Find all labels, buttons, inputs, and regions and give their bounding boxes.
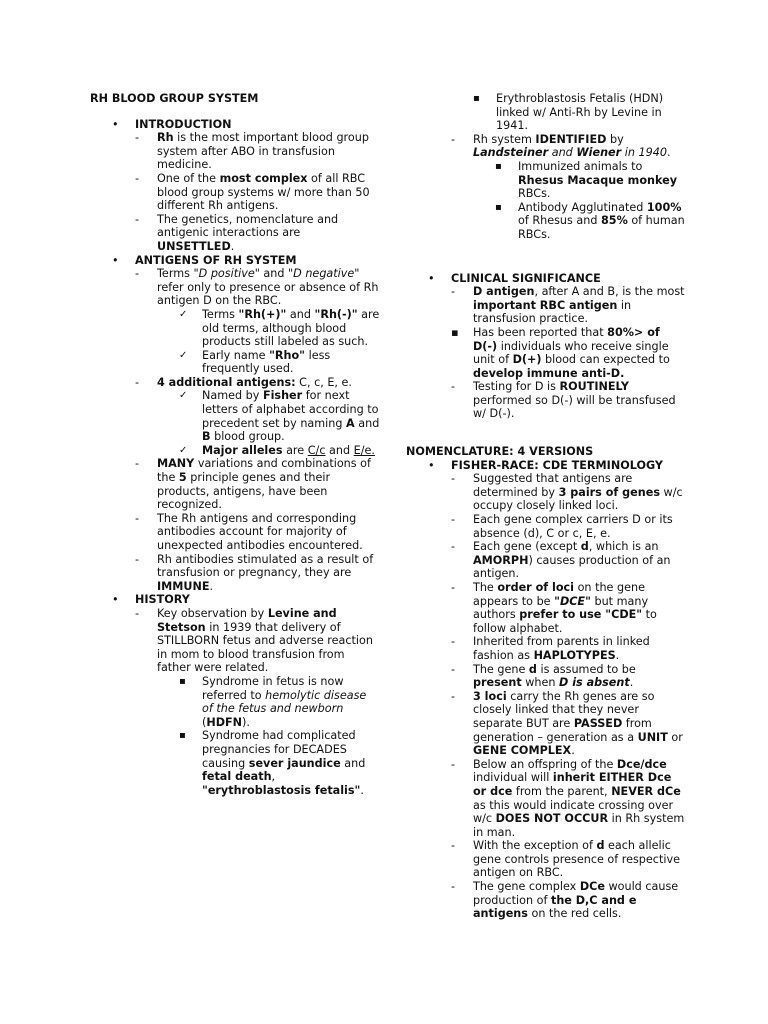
- list-item: ▪ Has been reported that 80%> of D(-) individuals who receive single unit of D(+) blood can expected to develop immune anti-D.: [451, 325, 670, 380]
- square-bullet-icon: ▪: [179, 675, 186, 687]
- list-item: ▪ Erythroblastosis Fetalis (HDN) linked w/ Anti-Rh by Levine in 1941.: [473, 92, 664, 133]
- square-bullet-icon: ▪: [179, 730, 186, 742]
- dash-marker: -: [451, 689, 456, 703]
- check-icon: ✓: [179, 390, 188, 402]
- list-item: - Suggested that antigens are determined by 3 pairs of genes w/c occupy closely linked loci.: [451, 472, 683, 513]
- dash-marker: -: [135, 457, 140, 471]
- dash-marker: -: [451, 380, 456, 394]
- list-item: - Each gene (except d, which is an AMORPH) causes production of an antigen.: [451, 540, 671, 581]
- section-clinical-significance: [406, 272, 686, 422]
- bullet-marker: •: [112, 117, 119, 131]
- dash-marker: -: [451, 513, 456, 527]
- dash-marker: -: [451, 839, 456, 853]
- list-item: - The gene complex DCe would cause production of the D,C and e antigens on the red cells.: [451, 880, 679, 921]
- dash-marker: -: [135, 267, 140, 281]
- list-item: - Terms "D positive" and "D negative" refer only to presence or absence of Rh antigen D on the RBC. ✓ Terms "Rh(+)" and "Rh(-)" are old terms, although blood products still labeled as such. ✓ Early name "Rho" less frequently used.: [135, 267, 380, 376]
- dash-marker: -: [451, 880, 456, 894]
- list-item: - The Rh antigens and corresponding antibodies account for majority of unexpected antibodies encountered.: [135, 511, 363, 552]
- list-item: ✓ Major alleles are C/c and E/e.: [179, 443, 375, 457]
- list-item: - The gene d is assumed to be present when D is absent.: [451, 662, 636, 690]
- dash-marker: -: [135, 375, 140, 389]
- square-bullet-icon: ▪: [495, 201, 502, 213]
- history-continued: [451, 92, 686, 242]
- section-history: [90, 593, 380, 797]
- list-item: - The order of loci on the gene appears to be "DCE" but many authors prefer to use "CDE" to follow alphabet.: [451, 581, 657, 635]
- dash-marker: -: [451, 662, 456, 676]
- list-item: - 3 loci carry the Rh genes are so closely linked that they never separate BUT are PASSED from generation – generation as a UNIT or GENE COMPLEX.: [451, 689, 683, 758]
- list-item: - Inherited from parents in linked fashion as HAPLOTYPES.: [451, 635, 650, 662]
- list-item: - One of the most complex of all RBC blood group systems w/ more than 50 different Rh antigens.: [135, 171, 370, 213]
- list-item: - Key observation by Levine and Stetson in 1939 that delivery of STILLBORN fetus and adverse reaction in mom to blood transfusion from father were related. ▪ Syndrome in fetus is now referred to hemolytic disease of the fetus and newborn (HDFN). ▪ Syndrome had complicated pregnancies for DECADES causing sever jaundice and fetal death, "erythroblastosis fetalis".: [135, 607, 380, 797]
- square-bullet-icon: ▪: [495, 160, 502, 172]
- document-title: RH BLOOD GROUP SYSTEM: [90, 92, 259, 105]
- section-heading: CLINICAL SIGNIFICANCE: [451, 271, 601, 285]
- dash-marker: -: [135, 212, 140, 226]
- list-item: [451, 92, 686, 133]
- list-item: - D antigen, after A and B, is the most important RBC antigen in transfusion practice.: [451, 285, 685, 326]
- section-antigens: [90, 254, 380, 594]
- section-fisher-race: [406, 459, 686, 921]
- square-bullet-icon: ▪: [473, 93, 480, 104]
- bullet-marker: •: [428, 271, 435, 285]
- list-item: - 4 additional antigens: C, c, E, e. ✓ Named by Fisher for next letters of alphabet according to precedent set by naming A and B blood group. ✓ Major alleles are C/c and E/e.: [135, 375, 380, 457]
- dash-marker: -: [135, 552, 140, 566]
- bullet-marker: •: [112, 593, 119, 607]
- list-item: - Rh system IDENTIFIED by Landsteiner and Wiener in 1940. ▪ Immunized animals to Rhesus Macaque monkey RBCs. ▪ Antibody Agglutinated 100% of Rhesus and 85% of human RBCs.: [451, 132, 685, 241]
- square-bullet-icon: ▪: [451, 325, 459, 339]
- dash-marker: -: [451, 581, 456, 594]
- section-list-right: [406, 272, 686, 422]
- list-item: - Rh antibodies stimulated as a result of transfusion or pregnancy, they are IMMUNE.: [135, 552, 374, 593]
- section-heading: FISHER-RACE: CDE TERMINOLOGY: [451, 458, 663, 472]
- list-item: ✓ Early name "Rho" less frequently used.: [179, 348, 331, 376]
- dash-marker: -: [451, 540, 456, 554]
- list-item: - The genetics, nomenclature and antigenic interactions are UNSETTLED.: [135, 212, 339, 253]
- list-item: ▪ Syndrome had complicated pregnancies for DECADES causing sever jaundice and fetal death, "erythroblastosis fetalis".: [179, 729, 366, 797]
- dash-marker: -: [451, 285, 456, 299]
- section-list-left: [90, 118, 380, 798]
- dash-marker: -: [451, 132, 456, 146]
- list-item: ▪ Syndrome in fetus is now referred to hemolytic disease of the fetus and newborn (HDFN).: [179, 674, 367, 729]
- list-item: ▪ Immunized animals to Rhesus Macaque monkey RBCs.: [495, 159, 677, 201]
- check-icon: ✓: [179, 308, 188, 320]
- list-item: ▪ Antibody Agglutinated 100% of Rhesus and 85% of human RBCs.: [495, 200, 685, 241]
- right-column: [406, 92, 686, 921]
- list-item: - Each gene complex carriers D or its absence (d), C or c, E, e.: [451, 513, 673, 540]
- list-item: - MANY variations and combinations of the 5 principle genes and their products, antigens, have been recognized.: [135, 457, 371, 512]
- dash-marker: -: [135, 511, 140, 525]
- dash-marker: -: [451, 635, 456, 649]
- list-item: ✓ Terms "Rh(+)" and "Rh(-)" are old terms, although blood products still labeled as such.: [179, 307, 380, 349]
- nomenclature-list: [406, 459, 686, 921]
- dash-marker: -: [135, 171, 140, 185]
- left-column: [90, 92, 380, 797]
- bullet-marker: •: [428, 458, 435, 472]
- bullet-marker: •: [112, 253, 119, 267]
- section-introduction: [90, 118, 380, 254]
- dash-marker: -: [135, 131, 140, 145]
- list-item: ✓ Named by Fisher for next letters of alphabet according to precedent set by naming A and B blood group.: [179, 389, 380, 444]
- list-item: - Rh is the most important blood group system after ABO in transfusion medicine.: [135, 131, 369, 172]
- nomenclature-heading: NOMENCLATURE: 4 VERSIONS: [406, 445, 594, 459]
- dash-marker: -: [135, 606, 140, 620]
- check-icon: ✓: [179, 349, 188, 361]
- list-item: - With the exception of d each allelic gene controls presence of respective antigen on RBC.: [451, 839, 680, 880]
- list-item: - Below an offspring of the Dce/dce individual will inherit EITHER Dce or dce from the parent, NEVER dCe as this would indicate crossing over w/c DOES NOT OCCUR in Rh system in man.: [451, 757, 685, 839]
- dash-marker: -: [451, 757, 456, 771]
- section-heading: INTRODUCTION: [135, 117, 232, 131]
- list-item: - Testing for D is ROUTINELY performed so D(-) will be transfused w/ D(-).: [451, 380, 676, 421]
- dash-marker: -: [451, 472, 456, 486]
- section-heading: ANTIGENS OF RH SYSTEM: [135, 253, 297, 267]
- check-icon: ✓: [179, 444, 188, 456]
- section-heading: HISTORY: [135, 593, 190, 607]
